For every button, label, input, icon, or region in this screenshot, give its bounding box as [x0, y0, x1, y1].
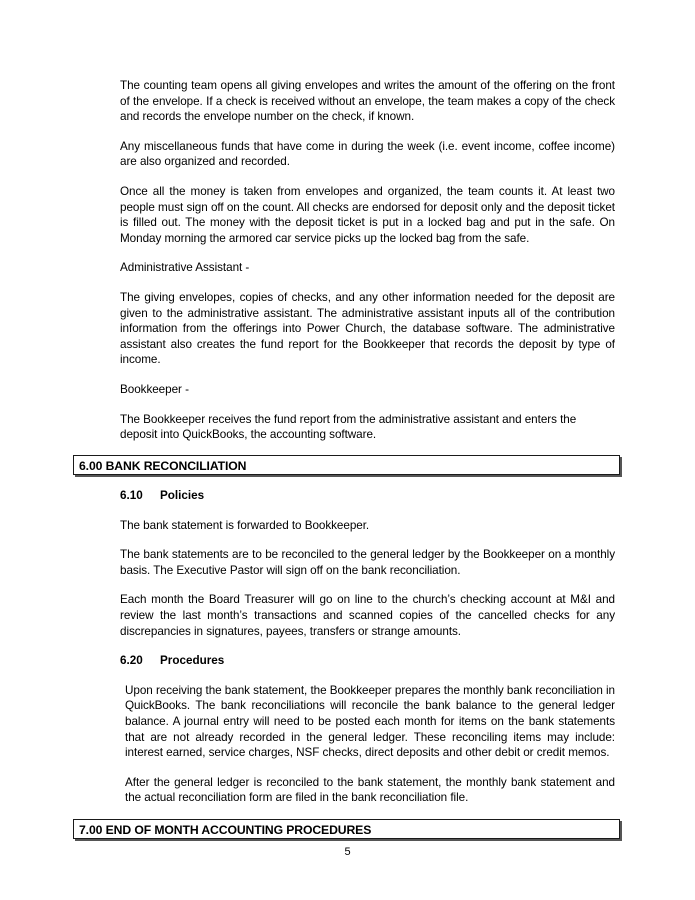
subheading-procedures — [120, 653, 615, 669]
paragraph-money-counted: Once all the money is taken from envelopes and organized, the team counts it. At least two people must sign off on the count. All checks are endorsed for deposit only and the deposit ticket is filled out. The money with the deposit ticket is put in a locked bag and put in the safe. On Monday morning the armored car service picks up the locked bag from the safe. — [120, 184, 615, 245]
subheading-policies-number: 6.10 — [120, 489, 143, 502]
subheading-policies — [120, 488, 615, 504]
paragraph-counting-team: The counting team opens all giving envelopes and writes the amount of the offering on the front of the envelope. If a check is received without an envelope, the team makes a copy of the check and records the envelope number on the check, if known. — [120, 79, 615, 124]
paragraph-reconciled-monthly: The bank statements are to be reconciled to the general ledger by the Bookkeeper on a monthly basis. The Executive Pastor will sign off on the bank reconciliation. — [120, 548, 615, 577]
paragraph-bank-statement-forwarded: The bank statement is forwarded to Bookkeeper. — [120, 518, 370, 532]
paragraph-board-treasurer: Each month the Board Treasurer will go on line to the church’s checking account at M&I and review the last month’s transactions and scanned copies of the cancelled checks for any discrepancies in signatures, payees, transfers or strange amounts. — [120, 593, 615, 638]
paragraph-administrative-assistant: The giving envelopes, copies of checks, and any other information needed for the deposit are given to the administrative assistant. The administrative assistant inputs all of the contribution information from the offerings into Power Church, the database software. The administrative assistant also creates the fund report for the Bookkeeper that records the deposit by type of income. — [120, 290, 615, 367]
section-banner-end-of-month — [73, 819, 620, 839]
section-6-10-policies — [120, 488, 615, 820]
paragraph-misc-funds: Any miscellaneous funds that have come in during the week (i.e. event income, coffee income) are also organized and recorded. — [120, 139, 615, 169]
label-bookkeeper: Bookkeeper - — [120, 382, 189, 396]
subheading-procedures-title: Procedures — [160, 654, 225, 668]
label-administrative-assistant: Administrative Assistant - — [120, 261, 250, 275]
paragraph-after-reconciled: After the general ledger is reconciled to the bank statement, the monthly bank statement and the actual reconciliation form are filed in the bank reconciliation file. — [125, 775, 615, 805]
subheading-procedures-number: 6.20 — [120, 654, 143, 668]
page-body-text — [120, 78, 615, 457]
paragraph-upon-receiving: Upon receiving the bank statement, the Bookkeeper prepares the monthly bank reconciliation in QuickBooks. The bank reconciliations will reconcile the bank balance to the general ledger balance. A journal entry will need to be posted each month for items on the bank statements that are not already recorded in the general ledger. These reconciling items may include: interest earned, service charges, NSF checks, direct deposits and other debit or credit memos. — [125, 683, 615, 760]
paragraph-bookkeeper: The Bookkeeper receives the fund report from the administrative assistant and enters the deposit into QuickBooks, the accounting software. — [120, 412, 577, 442]
subheading-policies-title: Policies — [160, 489, 205, 502]
section-banner-bank-reconciliation — [73, 455, 620, 475]
footer-page-number: 5 — [344, 846, 351, 858]
section-banner-label: 7.00 END OF MONTH ACCOUNTING PROCEDURES — [79, 823, 372, 837]
section-banner-label: 6.00 BANK RECONCILIATION — [79, 459, 247, 473]
